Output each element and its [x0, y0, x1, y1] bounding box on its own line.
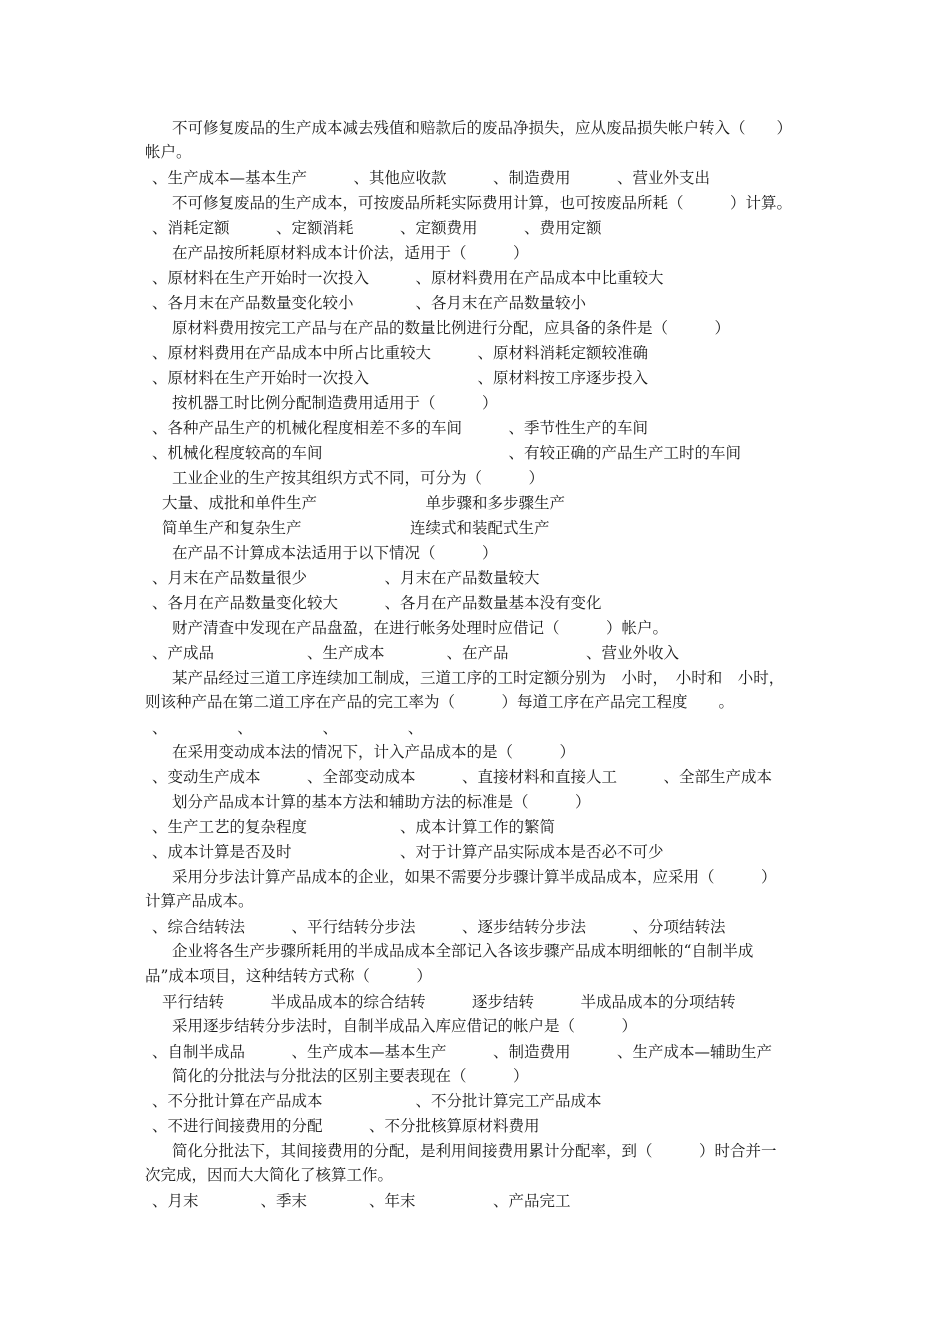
- question-text: 按机器工时比例分配制造费用适用于（ ）: [172, 394, 498, 412]
- answer-options: 、各月末在产品数量变化较小 、各月末在产品数量较小: [152, 294, 587, 312]
- answer-options: 、成本计算是否及时 、对于计算产品实际成本是否必不可少: [152, 843, 664, 861]
- answer-options: 、综合结转法 、平行结转分步法 、逐步结转分步法 、分项结转法: [152, 918, 726, 936]
- question-text: 在采用变动成本法的情况下，计入产品成本的是（ ）: [172, 743, 576, 761]
- question-text: 不可修复废品的生产成本，可按废品所耗实际费用计算，也可按废品所耗（ ）计算。: [172, 194, 793, 212]
- question-text-continued: 帐户。: [145, 143, 192, 161]
- answer-options: 、原材料费用在产品成本中所占比重较大 、原材料消耗定额较准确: [152, 344, 649, 362]
- question-text-continued: 次完成，因而大大简化了核算工作。: [145, 1166, 394, 1184]
- answer-options: 、月末在产品数量很少 、月末在产品数量较大: [152, 569, 540, 587]
- question-text: 在产品按所耗原材料成本计价法，适用于（ ）: [172, 244, 529, 262]
- question-text: 简化的分批法与分批法的区别主要表现在（ ）: [172, 1067, 529, 1085]
- answer-options: 、不进行间接费用的分配 、不分批核算原材料费用: [152, 1117, 540, 1135]
- answer-options: 大量、成批和单件生产 单步骤和多步骤生产: [162, 494, 566, 512]
- answer-options: 、各月在产品数量变化较大 、各月在产品数量基本没有变化: [152, 594, 602, 612]
- question-text: 采用分步法计算产品成本的企业，如果不需要分步骤计算半成品成本，应采用（ ）: [172, 868, 777, 886]
- question-text: 划分产品成本计算的基本方法和辅助方法的标准是（ ）: [172, 793, 591, 811]
- question-text: 不可修复废品的生产成本减去残值和赔款后的废品净损失，应从废品损失帐户转入（ ）: [172, 119, 793, 137]
- answer-options: 、各种产品生产的机械化程度相差不多的车间 、季节性生产的车间: [152, 419, 649, 437]
- answer-options: 简单生产和复杂生产 连续式和装配式生产: [162, 519, 550, 537]
- answer-options: 、变动生产成本 、全部变动成本 、直接材料和直接人工 、全部生产成本: [152, 768, 773, 786]
- question-text-continued: 品”成本项目，这种结转方式称（ ）: [145, 967, 432, 985]
- answer-options: 、月末 、季末 、年末 、产品完工: [152, 1192, 571, 1210]
- answer-options: 、机械化程度较高的车间 、有较正确的产品生产工时的车间: [152, 444, 742, 462]
- question-text: 原材料费用按完工产品与在产品的数量比例进行分配，应具备的条件是（ ）: [172, 319, 731, 337]
- answer-options: 、不分批计算在产品成本 、不分批计算完工产品成本: [152, 1092, 602, 1110]
- question-text: 在产品不计算成本法适用于以下情况（ ）: [172, 544, 498, 562]
- answer-options: 、生产工艺的复杂程度 、成本计算工作的繁简: [152, 818, 556, 836]
- answer-options: 平行结转 半成品成本的综合结转 逐步结转 半成品成本的分项结转: [162, 993, 736, 1011]
- answer-options: 、原材料在生产开始时一次投入 、原材料费用在产品成本中比重较大: [152, 269, 664, 287]
- question-text: 采用逐步结转分步法时，自制半成品入库应借记的帐户是（ ）: [172, 1017, 638, 1035]
- question-text: 某产品经过三道工序连续加工制成，三道工序的工时定额分别为 小时， 小时和 小时，: [172, 669, 785, 687]
- question-text-continued: 计算产品成本。: [145, 892, 254, 910]
- answer-options: 、原材料在生产开始时一次投入 、原材料按工序逐步投入: [152, 369, 649, 387]
- question-text: 财产清查中发现在产品盘盈，在进行帐务处理时应借记（ ）帐户。: [172, 619, 669, 637]
- question-text: 企业将各生产步骤所耗用的半成品成本全部记入各该步骤产品成本明细帐的“自制半成: [172, 942, 754, 960]
- answer-options: 、消耗定额 、定额消耗 、定额费用 、费用定额: [152, 219, 602, 237]
- answer-options: 、生产成本—基本生产 、其他应收款 、制造费用 、营业外支出: [152, 169, 711, 187]
- question-text: 简化分批法下，其间接费用的分配，是利用间接费用累计分配率，到（ ）时合并一: [172, 1142, 777, 1160]
- answer-options: 、 、 、 、: [152, 719, 424, 737]
- question-text: 工业企业的生产按其组织方式不同，可分为（ ）: [172, 469, 545, 487]
- answer-options: 、产成品 、生产成本 、在产品 、营业外收入: [152, 644, 680, 662]
- question-text-continued: 则该种产品在第二道工序在产品的完工率为（ ）每道工序在产品完工程度 。: [145, 693, 735, 711]
- answer-options: 、自制半成品 、生产成本—基本生产 、制造费用 、生产成本—辅助生产: [152, 1043, 773, 1061]
